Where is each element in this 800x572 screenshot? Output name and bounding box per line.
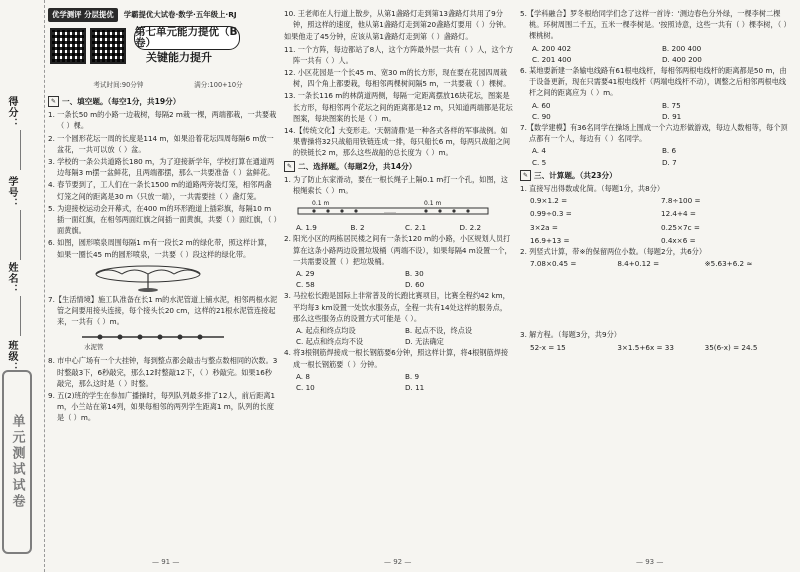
page-number: — 91 — [152,558,180,566]
option: B. 起点不设，终点设 [405,326,473,336]
student-id-label: 学号： [6,176,17,209]
calc-item: ※5.63+6.2 ≈ [704,259,753,269]
question: 1. 一条长50 m的小路一边栽树，每隔2 m栽一棵，两端都栽，一共要栽（ ）棵。 [48,110,277,131]
question: 10. 王老师在人行道上散步，从第1盏路灯走到第13盏路灯共用了9分钟，照这样的速度，他从第1盏路灯走到第20盏路灯要用（ ）分钟。 [284,9,511,30]
question: 13. 一条长116 m的林荫道两侧，每隔一定距离摆放16块花坛，图案是长方形，每相邻两个花坛之间的距离都是12 m，只知道两端都是花坛图案，每块图案的长是（ ）m。 [284,91,513,123]
options [520,100,792,122]
option: A. 29 [296,269,315,279]
section-choice: ✎ 二、选择题。（每题2分，共14分） [284,161,514,172]
pipe-label: 水泥管 [84,343,104,352]
column-2 [284,8,514,560]
option: C. 90 [532,111,551,121]
question: 7.【数学建模】有36名同学在操场上围成一个六边形做游戏，每边人数相等，每个顶点都有一个人，每边有（ ）名同学。 [520,123,788,144]
oral-calc-grid [520,195,792,246]
question: 3. 马拉松长跑是国际上非常普及的长跑比赛项目，比赛全程约42 km，平均每3 km设置一处饮水服务点，全程一共有14处这样的服务点，那么这些服务点的设置方式可能是（ ）。 [284,291,510,323]
options [520,43,792,65]
option: D. 7 [662,157,677,167]
question: 4. 春节要到了，工人们在一条长1500 m的道路两旁装灯笼，相邻两盏灯笼之间的距离是30 m（只放一端），一共需要挂（ ）盏灯笼。 [48,180,272,201]
option: B. 6 [662,146,677,156]
calc-item: 7.08×0.45 = [530,259,577,269]
section-marker-icon: ✎ [48,96,59,107]
question: 14.【传统文化】大变形走。'天朝清鼎'是一种各式各样的军事战例。如果曹操将32只战船用铁链连成一排，每只船长6 m，每两只战船之间的铁链长2 m，那么这些战船的总长度为（ ）m。 [284,126,511,158]
calc-item: 0.9×1.2 = [530,196,568,206]
fountain-icon [88,262,208,292]
option: D. 400 200 [662,54,702,64]
question: 2. 阳光小区的两栋居民楼之间有一条长120 m的小路，小区规划人员打算在这条小路两边设置垃圾桶（两端不设），如果每隔4 m设置一个，一共需要设置（ ）把垃圾桶。 [284,234,512,266]
section-marker-icon: ✎ [520,170,531,181]
options [284,325,514,347]
option: C. 58 [296,280,315,290]
option: C. 10 [296,383,315,393]
option: B. 9 [405,371,420,381]
calc-item: 0.25×7c = [661,222,700,232]
vertical-calc-row [520,258,792,269]
option: A. 8 [296,371,310,381]
question: 2. 一个圆形花坛一周的长度是114 m，如果沿着花坛四周每隔6 m放一盆花，一共可以放（ ）盆。 [48,133,274,154]
section-calculation: ✎ 三、计算题。（共23分） [520,170,792,181]
unit-title: 第七单元能力提优（B卷） [134,26,240,50]
score-line [20,130,21,170]
option: A. 4 [532,146,546,156]
calc-item: 3×2a = [530,222,558,232]
question: 5. 为迎接校运动会开幕式，在400 m的环形跑道上插彩旗，每隔10 m插一面红旗，在相邻两面红旗之间插一面黄旗，共要（ ）面红旗，（ ）面黄旗。 [48,203,278,236]
exam-meta [68,80,268,91]
svg-text:……: …… [384,208,396,216]
option: D. 91 [662,111,682,121]
question: 9. 五(2)班的学生在参加广播操时，每列队列最多排了12人，前后距离1 m，小兰站在第14列，如果每相邻的两列学生距离1 m，队列的长度是（ ）m。 [48,391,276,423]
calc-item: 12.4+4 = [661,209,696,219]
series-title: 学霸提优大试卷·数学·五年级上·RJ [123,10,237,20]
options [284,268,514,290]
ruler-label: 0.1 m [424,200,442,208]
question: 1. 直接写出得数或化简。（每题1分，共8分） [520,184,665,194]
option: D. 无法确定 [405,337,444,347]
option: B. 30 [405,269,424,279]
score-label: 得分： [6,96,17,129]
qr-code-left-icon [50,28,86,64]
option: A. 1.9 [296,223,317,233]
question: 1. 为了防止东家滑动，要在一根长绳子上隔0.1 m打一个孔，如图，这根绳索长（ ）m。 [284,174,508,196]
option: C. 2.1 [405,223,427,233]
page-title: 关键能力提升 [146,51,212,64]
equation: 35(6-x) = 24.5 [704,342,758,352]
question: 3. 解方程。（每题3分，共9分） [520,330,621,340]
calc-item: 0.4x×6 = [661,235,696,245]
pipe-figure [78,329,278,353]
option: B. 200 400 [662,43,702,53]
question: 6. 某地要新建一条输电线路有61根电线杆，每相邻两根电线杆的距离都是50 m，由于设备更新，现在只需要41根电线杆（两端电线杆不动），调整之后相邻两根电线杆之间的距离应为（ ）m。 [520,66,787,98]
option: C. 起点和终点均不设 [296,337,364,347]
option: D. 2.2 [459,223,482,233]
options [284,371,514,393]
section-marker-icon: ✎ [284,161,295,172]
option: A. 200 402 [532,43,572,53]
calc-item: 0.99÷0.3 = [530,209,572,219]
exam-time: 考试时间:90分钟 [93,81,144,89]
question: 8. 市中心广场有一个大挂钟，每到整点都会敲击与整点数相同的次数。3时整敲3下，6秒敲完，那么12时整敲12下，（ ）秒敲完。如果16秒敲完，那么这时是（ ）时整。 [48,356,278,388]
question: 2. 列竖式计算，带※的保留两位小数。（每题2分，共6分） [520,247,707,257]
question: 3. 学校的一条公共道路长180 m，为了迎接新学年，学校打算在通道两边每隔3 m摆一盆鲜花，且两端都摆，那么一共要准备（ ）盆鲜花。 [48,157,275,178]
question: 6. 如图，圆形喷泉周围每隔1 m有一段长2 m的绿化带，照这样计算，如果一圈长45 m的圆形喷泉，一共要（ ）段这样的绿化带。 [48,238,272,259]
equation: 52-x = 15 [530,342,566,352]
brand-badge: 优学测评 分层提优 [48,8,118,21]
class-label: 班级： [6,340,17,373]
option: A. 起点和终点均设 [296,326,356,336]
section-fill-in: ✎ 一、填空题。（每空1分，共19分） [48,96,278,107]
question: 7.【生活情境】施工队准备在长1 m的水泥管道上铺水泥，相邻两根水泥管之间要用接头连接，每个接头长20 cm，这样的21根水泥管连接起来，一共有（ ）m。 [48,294,278,327]
option: B. 2 [350,223,365,233]
work-space [520,269,792,329]
series-tagline [48,8,278,22]
equation: 3×1.5+6x = 33 [617,342,674,352]
option: C. 201 400 [532,54,572,64]
calc-item: 16.9+13 = [530,235,570,245]
question: 如果他走了45分钟，应该从第1盏路灯走到第（ ）盏路灯。 [284,32,473,42]
fountain-figure [88,262,278,292]
calc-item: 8.4+0.12 = [617,259,660,269]
option: B. 75 [662,100,681,110]
name-line [20,296,21,336]
column-3 [520,8,792,560]
option: D. 60 [405,280,425,290]
student-id-line [20,210,21,260]
column-1 [48,8,278,560]
header-banner [48,8,278,94]
calc-item: 7.8÷100 = [661,196,701,206]
page-number: — 92 — [384,558,412,566]
option: C. 5 [532,157,547,167]
question: 11. 一个方阵，每边都站了8人，这个方阵最外层一共有（ ）人，这个方阵一共有（ ）人。 [284,44,514,65]
equation-row [520,342,792,353]
page-number: — 93 — [636,558,664,566]
option: A. 60 [532,100,551,110]
question: 12. 小区花园是一个长45 m、宽30 m的长方形，现在要在花园四周栽树，四个角上都要栽，每相邻两棵树间隔5 m，一共要栽（ ）棵树。 [284,68,511,89]
exam-score: 满分:100+10分 [194,81,243,89]
name-label: 姓名： [6,262,17,295]
binding-margin [0,0,45,572]
question: 5.【学科融合】罗冬根给同学们念了这样一首诗：'测边春色分外绿，一棵李树二棵桃。环树周围二千五，五米一棵李树是。'按照诗意，这些一共有（ ）棵李树，（ ）棵桃树。 [520,9,791,41]
option: D. 11 [405,383,425,393]
options [520,145,792,167]
question: 4. 将3根钢筋焊接成一根长钢筋要6分钟，照这样计算，将4根钢筋焊接成一根长钢筋要（ ）分钟。 [284,348,509,369]
ruler-label: 0.1 m [312,200,330,208]
options [284,222,514,233]
ruler-figure [294,198,514,220]
binding-stamp: 单元测试试卷 [2,370,32,554]
